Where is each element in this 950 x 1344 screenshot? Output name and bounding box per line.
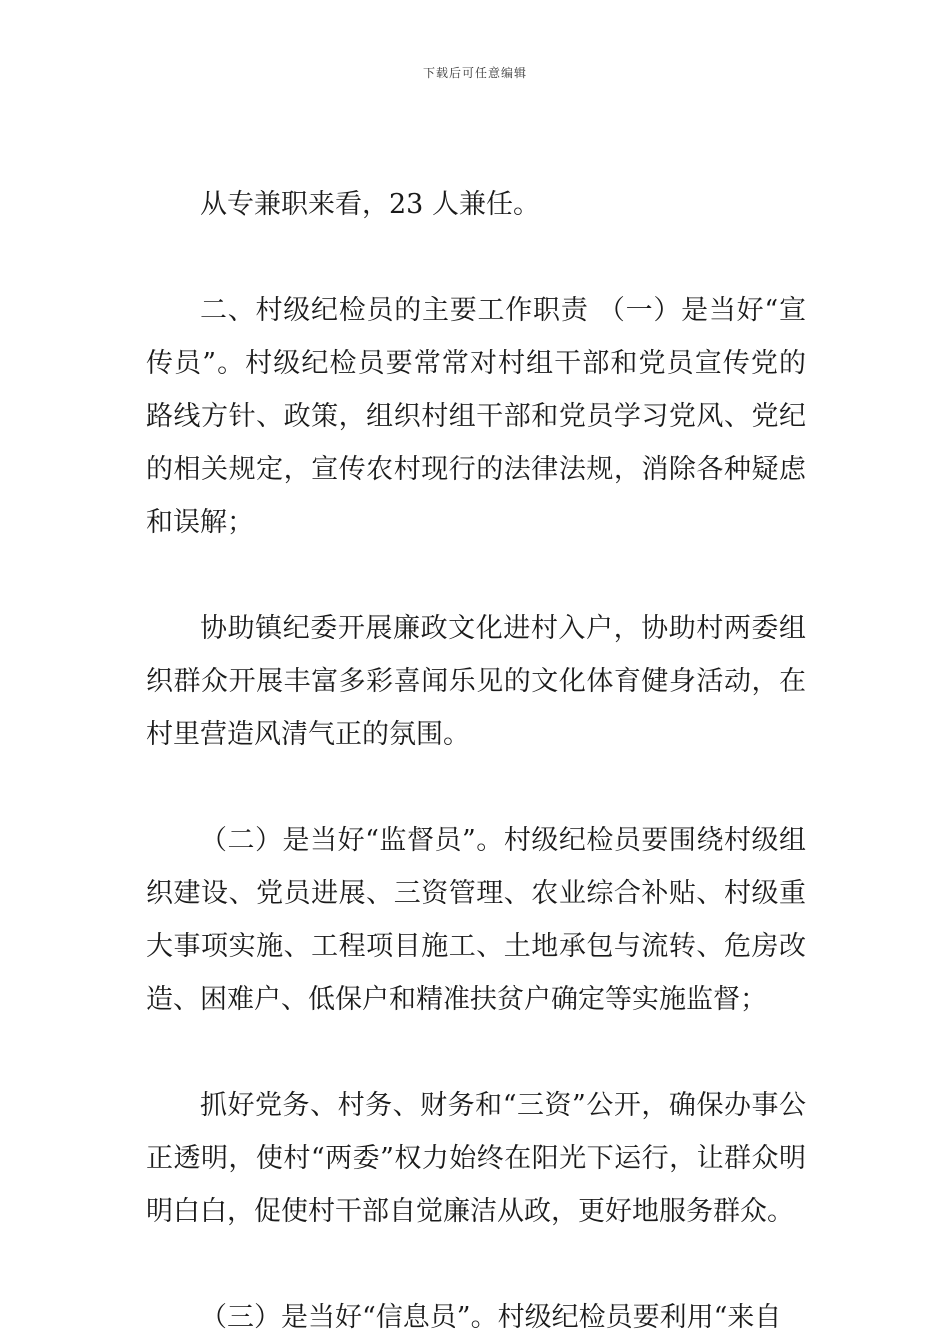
paragraph-3: 协助镇纪委开展廉政文化进村入户，协助村两委组织群众开展丰富多彩喜闻乐见的文化体育健身活动，在村里营造风清气正的氛围。 (146, 613, 806, 750)
page-header: 下载后可任意编辑 (422, 66, 527, 80)
paragraph-5: 抓好党务、村务、财务和“三资”公开，确保办事公正透明，使村“两委”权力始终在阳光下运行，让群众明明白白，促使村干部自觉廉洁从政，更好地服务群众。 (146, 1090, 806, 1227)
document-body (146, 178, 806, 1344)
paragraph-1: 从专兼职来看，23 人兼任。 (200, 189, 540, 220)
paragraph-2: 二、村级纪检员的主要工作职责 （一）是当好“宣传员”。村级纪检员要常常对村组干部和党员宣传党的路线方针、政策，组织村组干部和党员学习党风、党纪的相关规定，宣传农村现行的法律法规，消除各种疑虑和误解； (146, 295, 806, 538)
paragraph-4: （二）是当好“监督员”。村级纪检员要围绕村级组织建设、党员进展、三资管理、农业综合补贴、村级重大事项实施、工程项目施工、土地承包与流转、危房改造、困难户、低保户和精准扶贫户确定等实施监督； (146, 825, 806, 1015)
paragraph-6: （三）是当好“信息员”。村级纪检员要利用“来自 (200, 1302, 782, 1333)
